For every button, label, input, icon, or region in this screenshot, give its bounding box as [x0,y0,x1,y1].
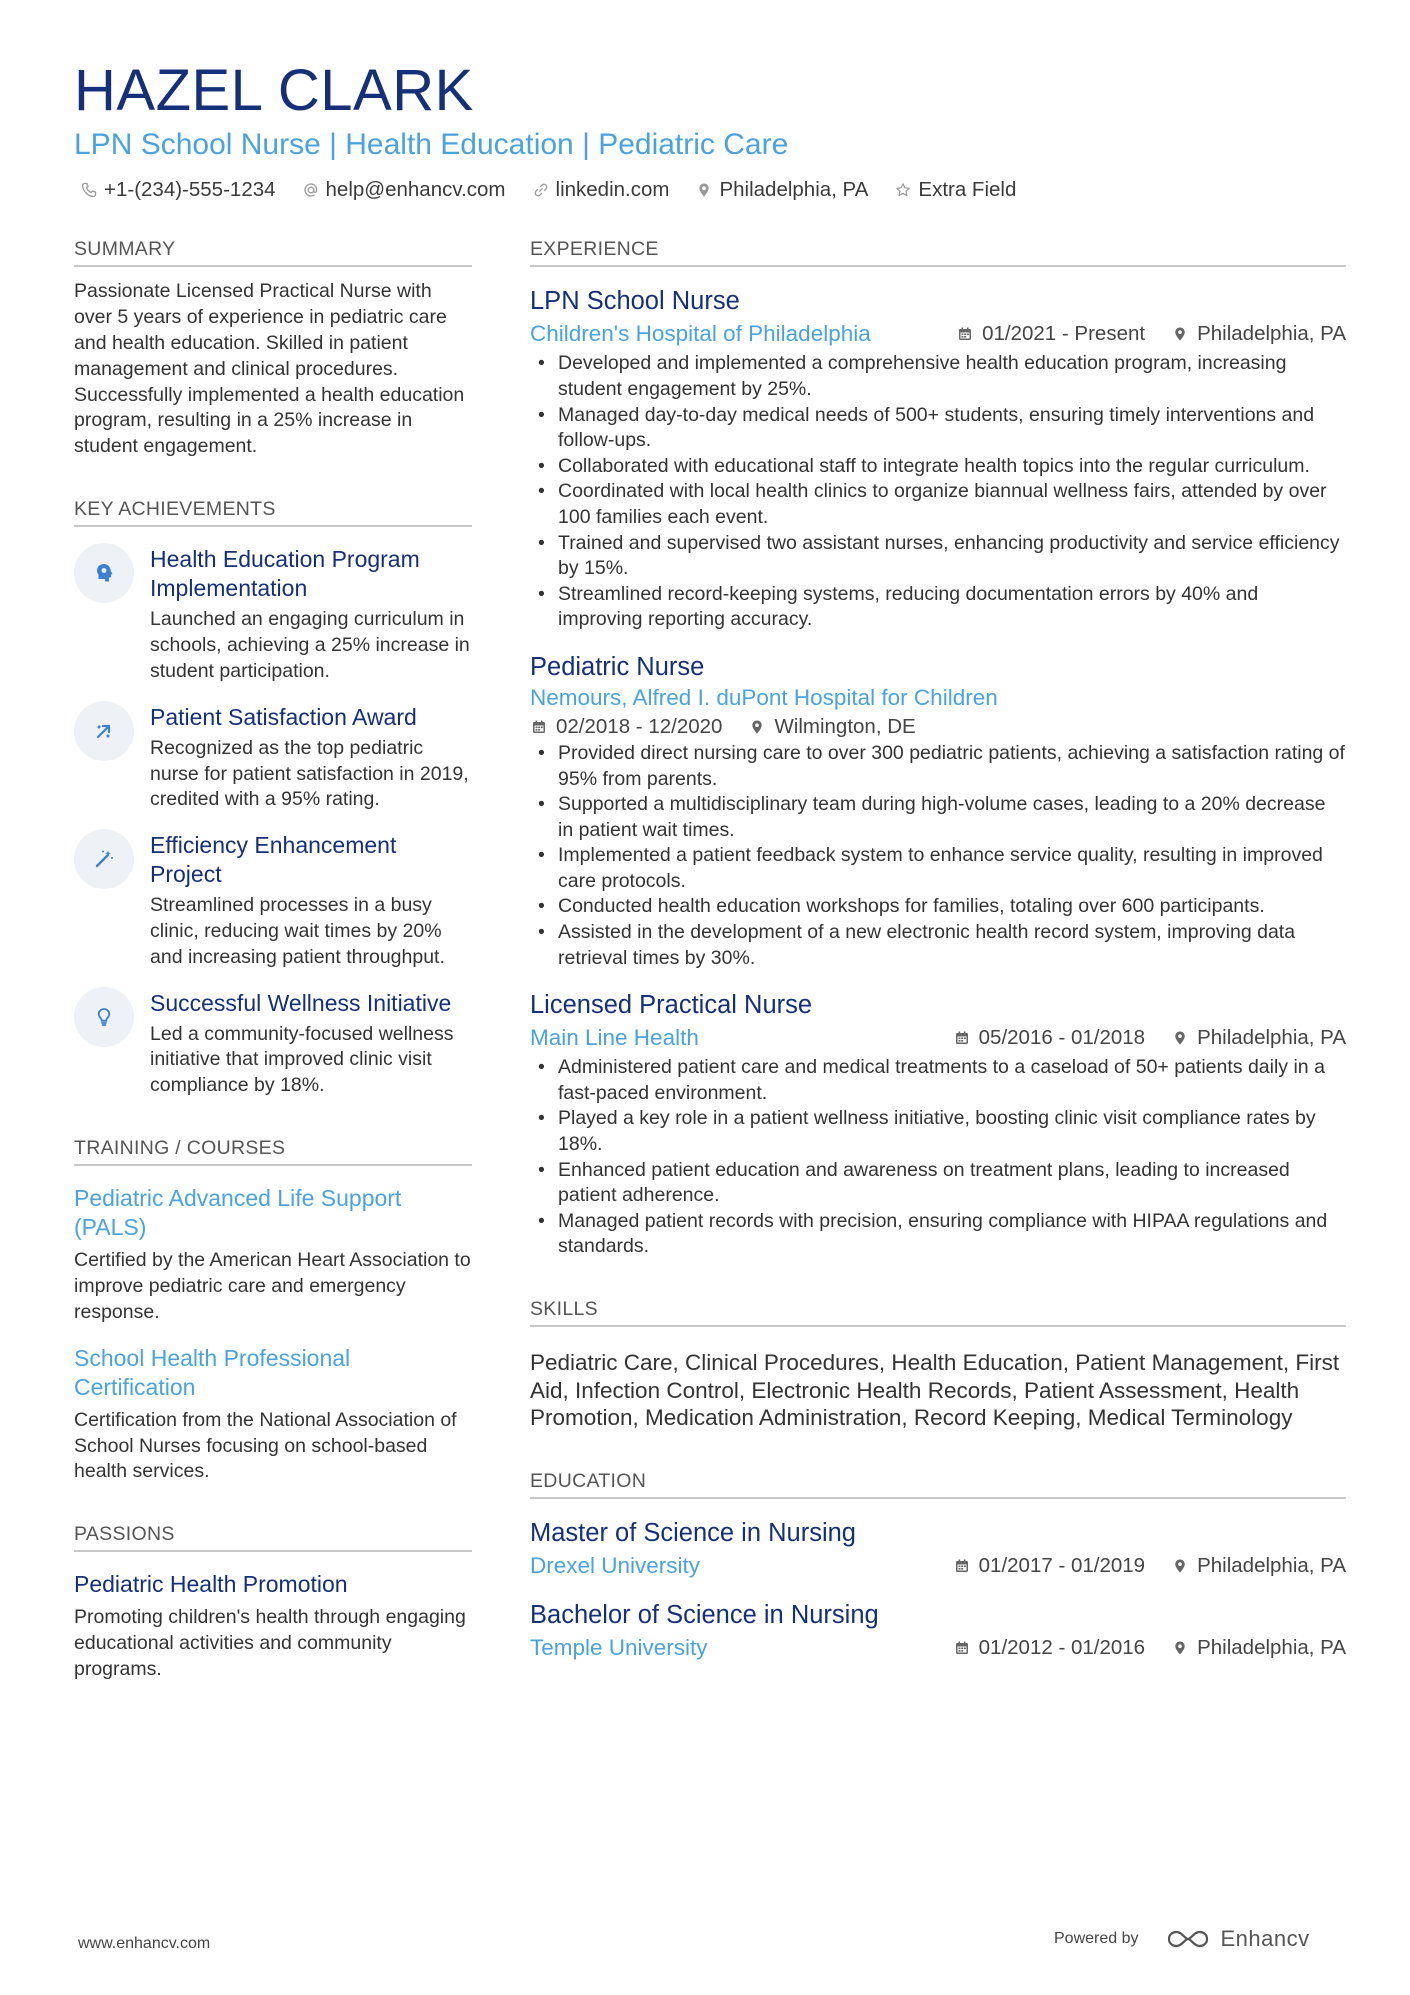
contact-email[interactable] [302,178,506,202]
achievement-item [74,545,472,684]
job-company: Main Line Health [530,1025,699,1051]
passions-heading: PASSIONS [74,1523,472,1552]
contact-bar [80,178,1042,202]
job-bullet: • Implemented a patient feedback system to enhance service quality, resulting in improved care protocols. [530,843,1346,894]
achievement-title: Efficiency Enhancement Project [150,832,397,888]
contact-linkedin[interactable] [532,178,670,202]
training-heading: TRAINING / COURSES [74,1137,472,1166]
education-location-text: Philadelphia, PA [1197,1554,1346,1578]
education-dates-text: 01/2017 - 01/2019 [978,1554,1146,1578]
left-column [74,238,472,1683]
job-bullet: • Conducted health education workshops for families, totaling over 600 participants. [530,894,1346,920]
job-entry [530,989,1346,1260]
job-bullet: • Provided direct nursing care to over 300 pediatric patients, achieving a satisfaction rating of 95% from parents. [530,741,1346,792]
summary-heading: SUMMARY [74,238,472,267]
education-entry [530,1517,1346,1581]
job-bullet: • Collaborated with educational staff to integrate health topics into the regular curriculum. [530,454,1346,480]
job-title: Pediatric Nurse [530,652,705,681]
course-item [74,1344,472,1485]
contact-location [695,178,868,202]
job-dates [956,322,1145,346]
job-bullets [530,1055,1346,1260]
skills-section [530,1298,1346,1432]
calendar-icon [956,325,974,343]
achievement-desc: Streamlined processes in a busy clinic, reducing wait times by 20% and increasing patient throughput. [150,894,445,968]
right-column [530,238,1346,1663]
course-desc: Certified by the American Heart Association to improve pediatric care and emergency response. [74,1249,471,1323]
course-title: School Health Professional Certification [74,1344,351,1400]
contact-linkedin-text: linkedin.com [555,178,670,201]
achievement-title: Successful Wellness Initiative [150,989,452,1016]
contact-extra [894,178,1016,202]
job-dates [530,715,722,739]
job-location [1171,1026,1346,1050]
education-degree: Master of Science in Nursing [530,1519,856,1548]
education-dates [953,1554,1145,1578]
job-bullet: • Coordinated with local health clinics to organize biannual wellness fairs, attended by over 100 families each event. [530,479,1346,530]
education-entry [530,1599,1346,1663]
job-bullet: • Trained and supervised two assistant nurses, enhancing productivity and service efficiency by 15%. [530,531,1346,582]
job-location [748,715,915,739]
powered-by-label: Powered by [1054,1930,1139,1947]
arrow-icon [74,701,134,761]
job-bullets [530,351,1346,633]
footer-branding [1054,1926,1310,1952]
job-location [1171,322,1346,346]
achievement-item [74,831,472,970]
achievement-desc: Recognized as the top pediatric nurse for patient satisfaction in 2019, credited with a 95% rating. [150,736,469,811]
calendar-icon [953,1557,971,1575]
education-dates-text: 01/2012 - 01/2016 [978,1636,1146,1660]
job-entry [530,651,1346,971]
achievements-section [74,498,472,1099]
experience-heading: EXPERIENCE [530,238,1346,267]
job-location-text: Philadelphia, PA [1197,322,1346,346]
location-pin-icon [1171,1557,1189,1575]
at-icon [302,181,320,199]
location-pin-icon [1171,1639,1189,1657]
course-title: Pediatric Advanced Life Support (PALS) [74,1185,402,1241]
education-location [1171,1636,1346,1660]
education-heading: EDUCATION [530,1470,1346,1499]
experience-section [530,238,1346,1260]
passion-desc: Promoting children's health through engaging educational activities and community programs. [74,1606,466,1681]
skills-text: Pediatric Care, Clinical Procedures, Health Education, Patient Management, First Aid, Infection Control, Electronic Health Records, Patient Assessment, Health Promotion, Medication Administration, Record Keeping, Medical Terminology [530,1350,1340,1431]
job-dates-text: 02/2018 - 12/2020 [556,714,723,738]
skills-heading: SKILLS [530,1298,1346,1327]
education-degree: Bachelor of Science in Nursing [530,1601,879,1630]
star-icon [894,181,912,199]
job-bullet: • Managed patient records with precision, ensuring compliance with HIPAA regulations and standards. [530,1209,1346,1260]
passions-section [74,1523,472,1683]
contact-phone-text: +1-(234)-555-1234 [104,178,276,201]
contact-location-text: Philadelphia, PA [719,178,869,201]
summary-section [74,238,472,460]
location-pin-icon [1171,325,1189,343]
contact-extra-text: Extra Field [918,178,1017,201]
enhancv-brand-text: Enhancv [1220,1926,1310,1951]
enhancv-logo-icon [1165,1926,1211,1952]
location-pin-icon [1171,1029,1189,1047]
job-location-text: Philadelphia, PA [1197,1026,1346,1050]
contact-email-text: help@enhancv.com [325,178,506,201]
achievement-desc: Led a community-focused wellness initiative that improved clinic visit compliance by 18%. [150,1022,454,1097]
job-company: Children's Hospital of Philadelphia [530,321,871,347]
job-title: LPN School Nurse [530,287,740,316]
achievement-title: Health Education Program Implementation [150,546,420,602]
job-bullet: • Assisted in the development of a new electronic health record system, improving data retrieval times by 30%. [530,920,1346,971]
calendar-icon [953,1639,971,1657]
job-bullet: • Played a key role in a patient wellness initiative, boosting clinic visit compliance rates by 18%. [530,1106,1346,1157]
job-dates-text: 01/2021 - Present [982,322,1146,346]
job-bullet: • Administered patient care and medical treatments to a caseload of 50+ patients daily in a fast-paced environment. [530,1055,1346,1106]
job-title: Licensed Practical Nurse [530,991,813,1020]
course-item [74,1184,472,1325]
education-dates [953,1636,1145,1660]
candidate-headline: LPN School Nurse | Health Education | Pediatric Care [74,128,789,161]
footer-website[interactable]: www.enhancv.com [78,1935,211,1952]
job-location-text: Wilmington, DE [774,714,916,738]
calendar-icon [530,718,548,736]
achievement-item [74,989,472,1099]
job-bullet: • Supported a multidisciplinary team during high-volume cases, leading to a 20% decrease in patient wait times. [530,792,1346,843]
job-bullet: • Streamlined record-keeping systems, reducing documentation errors by 40% and improving reporting accuracy. [530,582,1346,633]
achievement-title: Patient Satisfaction Award [150,703,417,730]
education-school: Temple University [530,1635,708,1661]
job-bullet: • Managed day-to-day medical needs of 500+ students, ensuring timely interventions and follow-ups. [530,403,1346,454]
job-company: Nemours, Alfred I. duPont Hospital for Children [530,684,998,710]
lightbulb-icon [74,987,134,1047]
link-icon [532,181,550,199]
achievements-heading: KEY ACHIEVEMENTS [74,498,472,527]
wand-icon [74,829,134,889]
candidate-name: HAZEL CLARK [74,58,474,123]
job-dates [953,1026,1145,1050]
location-pin-icon [695,181,713,199]
achievement-desc: Launched an engaging curriculum in schools, achieving a 25% increase in student participation. [150,608,470,682]
job-bullets [530,741,1346,971]
calendar-icon [953,1029,971,1047]
job-entry [530,285,1346,633]
head-icon [74,543,134,603]
job-bullet: • Developed and implemented a comprehensive health education program, increasing student engagement by 25%. [530,351,1346,402]
contact-phone[interactable] [80,178,276,202]
education-location-text: Philadelphia, PA [1197,1636,1346,1660]
location-pin-icon [748,718,766,736]
achievement-item [74,703,472,813]
job-dates-text: 05/2016 - 01/2018 [978,1026,1146,1050]
passion-title: Pediatric Health Promotion [74,1571,348,1598]
job-bullet: • Enhanced patient education and awareness on treatment plans, leading to increased patient adherence. [530,1158,1346,1209]
enhancv-logo[interactable] [1165,1926,1310,1952]
phone-icon [80,181,98,199]
education-school: Drexel University [530,1553,701,1579]
education-section [530,1470,1346,1663]
summary-text: Passionate Licensed Practical Nurse with over 5 years of experience in pediatric care and health education. Skilled in patient management and clinical procedures. Successfully implemented a health education program, resulting in a 25% increase in student engagement. [74,280,465,458]
course-desc: Certification from the National Association of School Nurses focusing on school-based health services. [74,1408,457,1483]
training-section [74,1137,472,1485]
education-location [1171,1554,1346,1578]
